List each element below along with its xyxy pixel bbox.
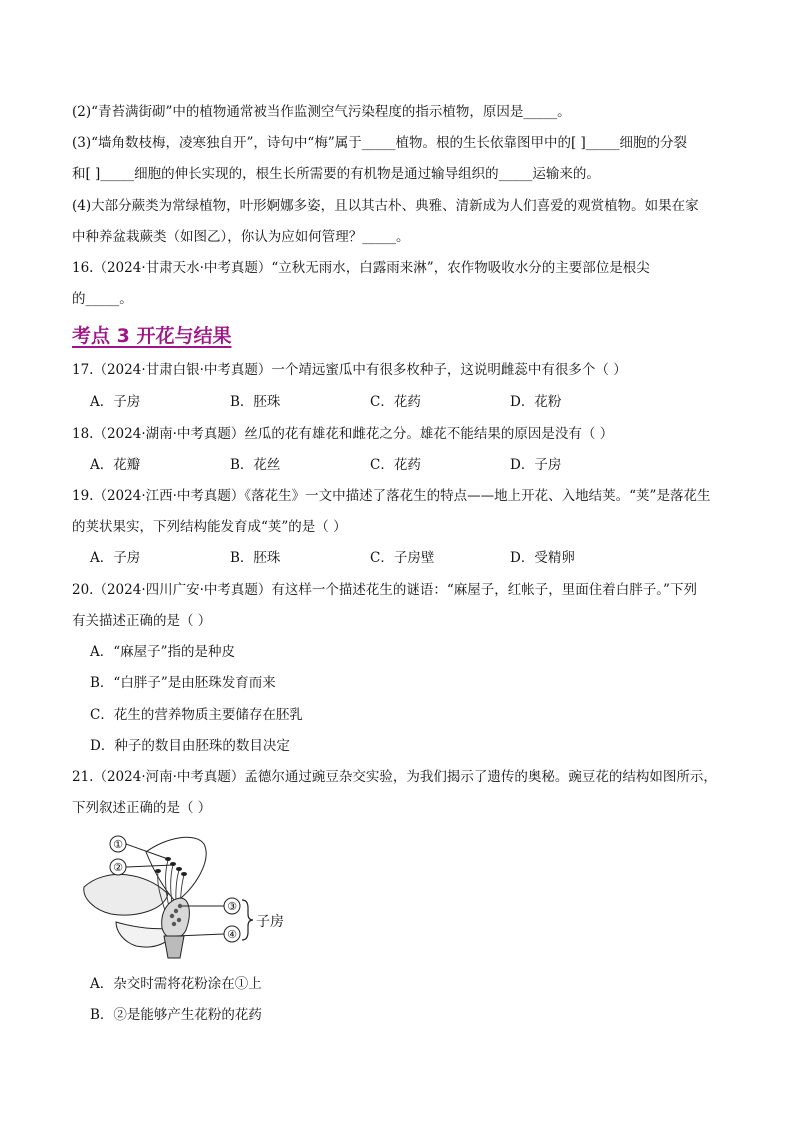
q18-option-a[interactable]: A．花瓣	[90, 457, 141, 473]
q19-options	[90, 548, 650, 568]
q21-stem-line2: 下列叙述正确的是（ ）	[72, 800, 212, 816]
label-2: ②	[113, 861, 123, 874]
q18-option-b[interactable]: B．花丝	[230, 457, 281, 473]
petal-left	[84, 874, 168, 915]
q18-stem: 18.（2024·湖南·中考真题）丝瓜的花有雄花和雌花之分。雄花不能结果的原因是没有（ ）	[72, 426, 614, 442]
label-3: ③	[227, 900, 237, 913]
ovary-brace	[242, 900, 253, 940]
section-heading: 考点 3 开花与结果	[72, 325, 232, 347]
receptacle	[164, 936, 184, 958]
q19-option-c[interactable]: C．子房壁	[370, 550, 435, 566]
q15-part3-line1: (3)“墙角数枝梅，凌寒独自开”，诗句中“梅”属于_____植物。根的生长依靠图甲中的[ ]_____细胞的分裂	[72, 135, 688, 151]
q16-line1: 16.（2024·甘肃天水·中考真题）“立秋无雨水，白露雨来淋”，农作物吸收水分的主要部位是根尖	[72, 260, 650, 276]
q19-option-d[interactable]: D．受精卵	[510, 550, 575, 566]
q20-option-d[interactable]: D．种子的数目由胚珠的数目决定	[90, 738, 290, 754]
q17-options	[90, 392, 650, 412]
q20-option-a[interactable]: A．“麻屋子”指的是种皮	[90, 644, 236, 660]
q17-option-d[interactable]: D．花粉	[510, 394, 562, 410]
q18-options	[90, 455, 650, 475]
q20-option-c[interactable]: C．花生的营养物质主要储存在胚乳	[90, 707, 303, 723]
ovary	[162, 898, 190, 939]
q20-stem-line2: 有关描述正确的是（ ）	[72, 613, 212, 629]
q15-part4-line1: (4)大部分蕨类为常绿植物，叶形婀娜多姿，且以其古朴、典雅、清新成为人们喜爱的观赏植物。如果在家	[72, 198, 699, 214]
q21-stem-line1: 21.（2024·河南·中考真题）孟德尔通过豌豆杂交实验，为我们揭示了遗传的奥秘。豌豆花的结构如图所示，	[72, 769, 717, 785]
pea-flower-diagram	[76, 832, 306, 962]
label-4: ④	[227, 928, 237, 941]
q16-line2: 的_____。	[72, 291, 133, 307]
q21-option-a[interactable]: A．杂交时需将花粉涂在①上	[90, 976, 262, 992]
q18-option-c[interactable]: C．花药	[370, 457, 421, 473]
q18-option-d[interactable]: D．子房	[510, 457, 562, 473]
q17-option-c[interactable]: C．花药	[370, 394, 421, 410]
q15-part4-line2: 中种养盆栽蕨类（如图乙），你认为应如何管理？_____。	[72, 229, 410, 245]
q20-option-b[interactable]: B．“白胖子”是由胚珠发育而来	[90, 675, 276, 691]
q15-part3-line2: 和[ ]_____细胞的伸长实现的，根生长所需要的有机物是通过输导组织的_____运输来的。	[72, 166, 600, 182]
label-1: ①	[113, 838, 123, 851]
ovary-label: 子房	[256, 914, 284, 930]
q17-option-a[interactable]: A．子房	[90, 394, 141, 410]
q19-option-a[interactable]: A．子房	[90, 550, 141, 566]
q17-stem: 17.（2024·甘肃白银·中考真题）一个靖远蜜瓜中有很多枚种子，这说明雌蕊中有很多个（ ）	[72, 362, 627, 378]
q19-option-b[interactable]: B．胚珠	[230, 550, 281, 566]
q15-part2: (2)“青苔满街砌”中的植物通常被当作监测空气污染程度的指示植物，原因是_____。	[72, 104, 571, 120]
q21-option-b[interactable]: B．②是能够产生花粉的花药	[90, 1007, 262, 1023]
q19-stem-line1: 19.（2024·江西·中考真题）《落花生》一文中描述了落花生的特点——地上开花、入地结荚。“荚”是落花生	[72, 488, 711, 504]
q17-option-b[interactable]: B．胚珠	[230, 394, 281, 410]
q20-stem-line1: 20.（2024·四川广安·中考真题）有这样一个描述花生的谜语：“麻屋子，红帐子，里面住着白胖子。”下列	[72, 582, 697, 598]
q19-stem-line2: 的荚状果实，下列结构能发育成“荚”的是（ ）	[72, 519, 347, 535]
